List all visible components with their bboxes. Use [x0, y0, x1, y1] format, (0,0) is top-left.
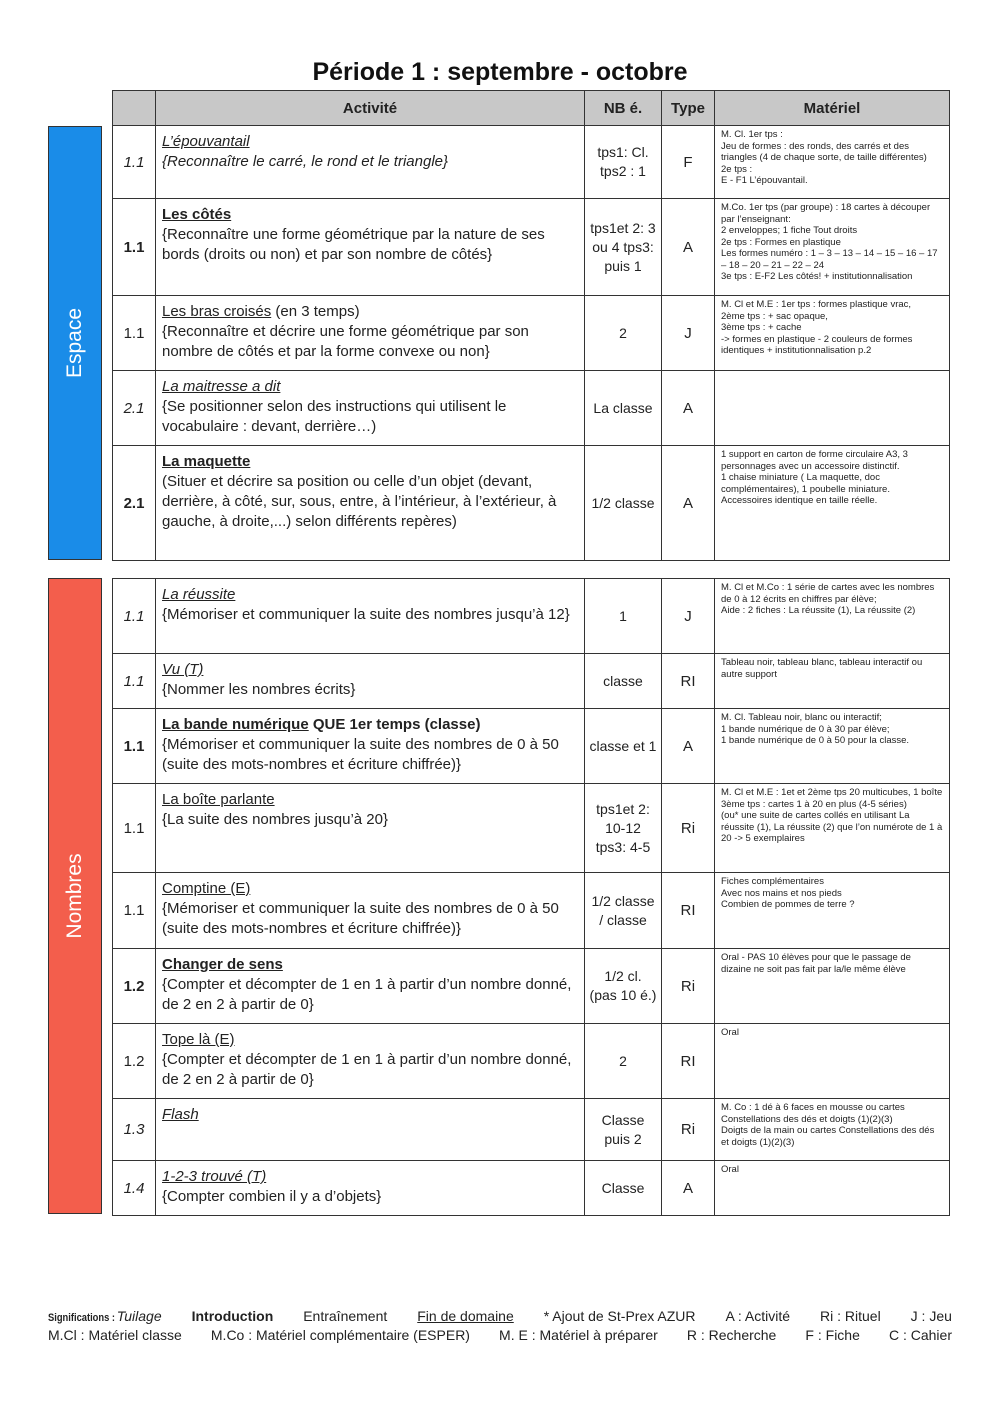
table-row	[113, 446, 950, 561]
activity-code: 1.1	[113, 654, 156, 709]
table-row	[113, 371, 950, 446]
activity-description: {Nommer les nombres écrits}	[162, 681, 356, 698]
nb-eleves: classe et 1	[585, 709, 662, 784]
activity-description: (Situer et décrire sa position ou celle d’un objet (devant, derrière, à côté, sur, sous, entre, à l’intérieur, à l’extérieur, à gauche, à droite,...) selon différents repères)	[162, 473, 557, 530]
activity-code: 1.1	[113, 199, 156, 296]
activity-type: Ri	[662, 1099, 715, 1161]
materiel-line: -> formes en plastique - 2 couleurs de formes identiques + institutionnalisation p.2	[721, 333, 913, 356]
nb-eleves: Classe	[585, 1161, 662, 1216]
materiel-line: M. Co : 1 dé à 6 faces en mousse ou cartes	[721, 1102, 905, 1113]
materiel-line: M. Cl et M.Co : 1 série de cartes avec les nombres de 0 à 12 écrits en chiffres par élève;	[721, 582, 935, 605]
activity-title: La maquette	[162, 453, 251, 470]
materiel-cell	[715, 296, 950, 371]
materiel-cell	[715, 579, 950, 654]
materiel-line: Accessoires identique en taille réelle.	[721, 495, 878, 506]
materiel-line: E - F1 L’épouvantail.	[721, 175, 808, 186]
table-row	[113, 126, 950, 199]
activity-description: {Se positionner selon des instructions qui utilisent le vocabulaire : devant, derrière…)	[162, 398, 507, 435]
materiel-cell	[715, 873, 950, 949]
activity-title-extra: QUE 1er temps (classe)	[308, 716, 481, 733]
nb-eleves: Classe puis 2	[585, 1099, 662, 1161]
nb-eleves: 2	[585, 296, 662, 371]
legend-mco: M.Co : Matériel complémentaire (ESPER)	[210, 1327, 470, 1343]
table-row	[113, 199, 950, 296]
activity-title: Flash	[162, 1106, 199, 1123]
materiel-line: 2e tps :	[721, 163, 753, 175]
nb-eleves: classe	[585, 654, 662, 709]
materiel-line: M. Cl. 1er tps :	[721, 129, 783, 140]
materiel-cell	[715, 949, 950, 1024]
activity-type: F	[662, 126, 715, 199]
table-row	[113, 949, 950, 1024]
activity-cell	[156, 709, 585, 784]
legend-significations: Significations :	[48, 1312, 116, 1324]
page-title: Période 1 : septembre - octobre	[312, 58, 688, 86]
materiel-line: Les formes numéro : 1 – 3 – 13 – 14 – 15 – 16 – 17 – 18 – 20 – 21 – 22 – 24	[721, 248, 938, 271]
legend-line-1	[48, 1308, 952, 1324]
activity-title: Vu (T)	[162, 661, 204, 678]
legend-entrainement: Entraînement	[303, 1308, 388, 1324]
legend-jeu: J : Jeu	[910, 1308, 952, 1324]
nb-eleves: 1	[585, 579, 662, 654]
activity-type: A	[662, 371, 715, 446]
table-row	[113, 654, 950, 709]
activity-code: 1.1	[113, 709, 156, 784]
activity-description: {Mémoriser et communiquer la suite des nombres de 0 à 50 (suite des mots-nombres et écriture chiffrée)}	[162, 736, 559, 773]
materiel-cell	[715, 784, 950, 873]
materiel-line: Doigts de la main ou cartes Constellations des dés et doigts (1)(2)(3)	[721, 1125, 935, 1148]
materiel-line: 2e tps : Formes en plastique	[721, 236, 841, 248]
activity-cell	[156, 371, 585, 446]
materiel-line: 1 chaise miniature ( La maquette, doc complémentaires), 1 poubelle miniature.	[721, 472, 890, 495]
materiel-line: Oral - PAS 10 élèves pour que le passage de dizaine ne soit pas fait par la/le même élève	[721, 952, 911, 975]
activity-title: Comptine (E)	[162, 880, 251, 897]
materiel-line: Oral	[721, 1164, 739, 1175]
materiel-cell	[715, 1024, 950, 1099]
legend-cahier: C : Cahier	[888, 1327, 952, 1343]
activity-description: {Mémoriser et communiquer la suite des nombres jusqu’à 12}	[162, 606, 570, 623]
table-row	[113, 1161, 950, 1216]
materiel-cell	[715, 446, 950, 561]
activity-title: La boîte parlante	[162, 791, 275, 808]
activity-type: A	[662, 446, 715, 561]
activity-cell	[156, 1024, 585, 1099]
header-type: Type	[662, 91, 715, 126]
materiel-line: Oral	[721, 1027, 739, 1038]
activity-cell	[156, 446, 585, 561]
materiel-line: 3ème tps : + cache	[721, 322, 802, 333]
materiel-line: 3e tps : E-F2 Les côtés! + institutionnalisation	[721, 271, 913, 282]
materiel-line: M.Co. 1er tps (par groupe) : 18 cartes à découper par l’enseignant:	[721, 202, 931, 225]
activity-cell	[156, 784, 585, 873]
legend-activite: A : Activité	[725, 1308, 791, 1324]
activity-description: {La suite des nombres jusqu’à 20}	[162, 811, 388, 828]
legend-recherche: R : Recherche	[686, 1327, 777, 1343]
activity-title: Les bras croisés	[162, 303, 272, 320]
nb-eleves: 1/2 classe	[585, 446, 662, 561]
table-row	[113, 709, 950, 784]
materiel-cell	[715, 126, 950, 199]
materiel-cell	[715, 1161, 950, 1216]
legend-mcl: M.Cl : Matériel classe	[48, 1327, 182, 1343]
table-row	[113, 784, 950, 873]
materiel-line: Aide : 2 fiches : La réussite (1), La réussite (2)	[721, 605, 916, 616]
nb-eleves: 1/2 classe / classe	[585, 873, 662, 949]
table-row	[113, 296, 950, 371]
materiel-line: Tableau noir, tableau blanc, tableau interactif ou autre support	[721, 657, 923, 680]
materiel-cell	[715, 1099, 950, 1161]
activity-type: RI	[662, 873, 715, 949]
activity-type: J	[662, 579, 715, 654]
table-row	[113, 579, 950, 654]
espace-table	[112, 90, 950, 561]
nb-eleves: tps1: Cl. tps2 : 1	[585, 126, 662, 199]
materiel-cell	[715, 709, 950, 784]
activity-type: RI	[662, 1024, 715, 1099]
nb-eleves: tps1et 2: 10-12 tps3: 4-5	[585, 784, 662, 873]
activity-cell	[156, 199, 585, 296]
materiel-line: Fiches complémentaires	[721, 876, 824, 887]
activity-code: 1.1	[113, 784, 156, 873]
header-nb: NB é.	[585, 91, 662, 126]
table-row	[113, 1099, 950, 1161]
activity-description: {Reconnaître et décrire une forme géométrique par son nombre de côtés et par la forme convexe ou non}	[162, 323, 529, 360]
activity-code: 2.1	[113, 371, 156, 446]
activity-cell	[156, 579, 585, 654]
activity-code: 1.1	[113, 873, 156, 949]
table-row	[113, 873, 950, 949]
activity-cell	[156, 296, 585, 371]
activity-code: 1.1	[113, 296, 156, 371]
activity-description: {Reconnaître une forme géométrique par la nature de ses bords (droits ou non) et par son nombre de côtés}	[162, 226, 545, 263]
activity-type: J	[662, 296, 715, 371]
activity-description: {Compter combien il y a d’objets}	[162, 1188, 382, 1205]
nb-eleves: 1/2 cl. (pas 10 é.)	[585, 949, 662, 1024]
materiel-line: M. Cl. Tableau noir, blanc ou interactif;	[721, 712, 882, 723]
nb-eleves: 2	[585, 1024, 662, 1099]
header-activite: Activité	[156, 91, 585, 126]
activity-title: Les côtés	[162, 206, 232, 223]
materiel-cell	[715, 371, 950, 446]
activity-type: Ri	[662, 784, 715, 873]
activity-code: 1.3	[113, 1099, 156, 1161]
activity-title: Tope là (E)	[162, 1031, 235, 1048]
activity-code: 1.2	[113, 949, 156, 1024]
materiel-cell	[715, 199, 950, 296]
table-row	[113, 1024, 950, 1099]
nombres-table	[112, 578, 950, 1216]
activity-cell	[156, 654, 585, 709]
activity-type: RI	[662, 654, 715, 709]
activity-title: La réussite	[162, 586, 236, 603]
materiel-line: 2 enveloppes; 1 fiche Tout droits	[721, 225, 858, 236]
activity-code: 1.1	[113, 579, 156, 654]
activity-description: {Mémoriser et communiquer la suite des nombres de 0 à 50 (suite des mots-nombres et écriture chiffrée)}	[162, 900, 559, 937]
materiel-line: M. Cl et M.E : 1er tps : formes plastique vrac,	[721, 299, 912, 310]
activity-cell	[156, 1161, 585, 1216]
activity-cell	[156, 126, 585, 199]
materiel-line: 1 support en carton de forme circulaire A3, 3 personnages avec un accessoire distinctif.	[721, 449, 908, 472]
section-nombres-label: Nombres	[63, 853, 86, 939]
activity-title: La maitresse a dit	[162, 378, 281, 395]
legend-me: M. E : Matériel à préparer	[499, 1327, 658, 1343]
nb-eleves: La classe	[585, 371, 662, 446]
legend-introduction: Introduction	[191, 1308, 274, 1324]
legend-tuilage: Tuilage	[116, 1308, 162, 1324]
activity-code: 1.4	[113, 1161, 156, 1216]
materiel-line: 3ème tps : cartes 1 à 20 en plus (4-5 séries)	[721, 798, 907, 810]
materiel-line: Jeu de formes : des ronds, des carrés et des triangles (4 de chaque sorte, de taille différentes)	[721, 140, 927, 163]
materiel-line: Constellations des dés et doigts (1)(2)(3)	[721, 1113, 893, 1125]
materiel-line: M. Cl et M.E : 1et et 2ème tps 20 multicubes, 1 boîte	[721, 787, 943, 798]
materiel-line: (ou* une suite de cartes collés en utilisant La réussite (1), La réussite (2) que l’on numérote de 1 à 20 -> 5 exemplaires	[721, 810, 943, 844]
activity-cell	[156, 1099, 585, 1161]
materiel-line: 1 bande numérique de 0 à 30 par élève;	[721, 723, 890, 735]
activity-description: {Compter et décompter de 1 en 1 à partir d’un nombre donné, de 2 en 2 à partir de 0}	[162, 976, 572, 1013]
legend-ajout: * Ajout de St-Prex AZUR	[543, 1308, 696, 1324]
activity-cell	[156, 949, 585, 1024]
legend-fin-domaine: Fin de domaine	[417, 1308, 514, 1324]
activity-description: {Reconnaître le carré, le rond et le triangle}	[162, 153, 449, 170]
materiel-cell	[715, 654, 950, 709]
activity-title: Changer de sens	[162, 956, 283, 973]
header-materiel: Matériel	[715, 91, 950, 126]
materiel-line: 2ème tps : + sac opaque,	[721, 310, 828, 322]
activity-cell	[156, 873, 585, 949]
activity-code: 2.1	[113, 446, 156, 561]
materiel-line: Combien de pommes de terre ?	[721, 899, 855, 910]
section-nombres-band	[48, 578, 102, 1214]
section-espace-label: Espace	[63, 307, 86, 379]
activity-type: A	[662, 709, 715, 784]
materiel-line: Avec nos mains et nos pieds	[721, 887, 842, 899]
legend-line-2	[48, 1327, 952, 1343]
activity-title: L’épouvantail	[162, 133, 250, 150]
activity-title: La bande numérique	[162, 716, 309, 733]
legend-rituel: Ri : Rituel	[820, 1308, 881, 1324]
activity-title: 1-2-3 trouvé (T)	[162, 1168, 267, 1185]
activity-code: 1.2	[113, 1024, 156, 1099]
nb-eleves: tps1et 2: 3 ou 4 tps3: puis 1	[585, 199, 662, 296]
header-code	[113, 91, 156, 126]
activity-description: {Compter et décompter de 1 en 1 à partir d’un nombre donné, de 2 en 2 à partir de 0}	[162, 1051, 572, 1088]
activity-code: 1.1	[113, 126, 156, 199]
materiel-line: 1 bande numérique de 0 à 50 pour la classe.	[721, 735, 910, 746]
table-header-row	[113, 91, 950, 126]
activity-type: A	[662, 199, 715, 296]
activity-type: A	[662, 1161, 715, 1216]
activity-type: Ri	[662, 949, 715, 1024]
legend-fiche: F : Fiche	[805, 1327, 860, 1343]
section-espace-band	[48, 126, 102, 560]
activity-title-extra: (en 3 temps)	[271, 303, 360, 320]
